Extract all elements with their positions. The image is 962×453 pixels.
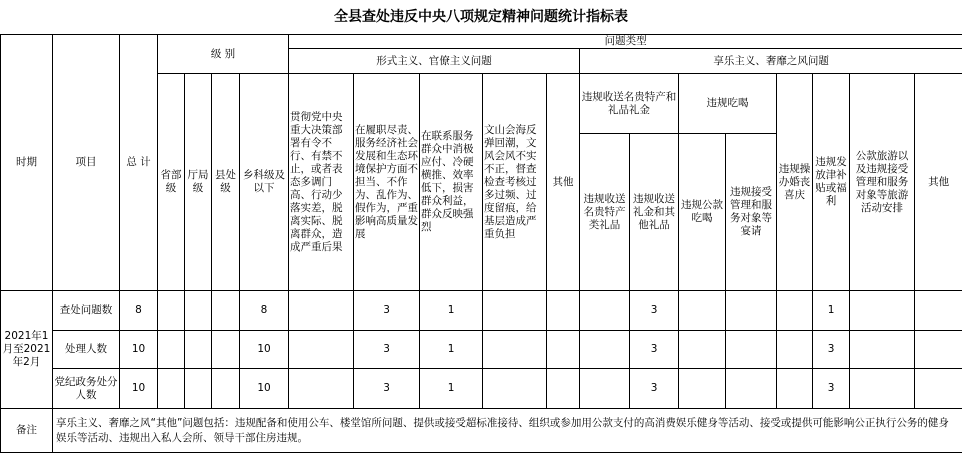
cell-level-township: 10 [240, 369, 289, 409]
cell-formalism-2: 3 [354, 369, 420, 409]
row-label: 处理人数 [53, 331, 120, 369]
cell-formalism-4 [483, 369, 547, 409]
header-level: 级 别 [158, 35, 289, 74]
cell-level-county [212, 291, 240, 331]
cell-level-county [212, 331, 240, 369]
header-problem-type: 问题类型 [289, 35, 962, 49]
header-level-township: 乡科级及以下 [240, 74, 289, 291]
header-total: 总 计 [120, 35, 158, 291]
header-formalism-2: 在履职尽责、服务经济社会发展和生态环境保护方面不担当、不作为、乱作为、假作为，严重影响高质量发展 [354, 74, 420, 291]
cell-gift-cash: 3 [630, 291, 679, 331]
header-gift-cash: 违规收送礼金和其他礼品 [630, 134, 679, 291]
header-period: 时期 [1, 35, 53, 291]
cell-gift-specialty [580, 369, 630, 409]
cell-wedding [777, 369, 813, 409]
cell-subsidy: 1 [813, 291, 850, 331]
cell-total: 10 [120, 331, 158, 369]
cell-gift-specialty [580, 291, 630, 331]
cell-formalism-1 [289, 291, 354, 331]
cell-dining-banquet [726, 331, 777, 369]
cell-travel [850, 291, 915, 331]
statistics-table [0, 34, 962, 453]
cell-level-province [158, 291, 185, 331]
cell-hedonism-other [915, 291, 962, 331]
header-gift-group: 违规收送名贵特产和礼品礼金 [580, 74, 679, 134]
cell-hedonism-other [915, 369, 962, 409]
cell-wedding [777, 331, 813, 369]
header-formalism-4: 文山会海反弹回潮，文风会风不实不正，督查检查考核过多过频、过度留痕，给基层造成严重负担 [483, 74, 547, 291]
table-row [1, 331, 962, 369]
header-formalism-other: 其他 [547, 74, 580, 291]
cell-level-county [212, 369, 240, 409]
cell-gift-cash: 3 [630, 369, 679, 409]
cell-formalism-other [547, 369, 580, 409]
row-label: 查处问题数 [53, 291, 120, 331]
cell-formalism-2: 3 [354, 331, 420, 369]
header-subsidy: 违规发放津补贴或福利 [813, 74, 850, 291]
cell-travel [850, 369, 915, 409]
table-row [1, 369, 962, 409]
cell-subsidy: 3 [813, 369, 850, 409]
cell-travel [850, 331, 915, 369]
cell-dining-banquet [726, 369, 777, 409]
cell-formalism-1 [289, 369, 354, 409]
header-level-county: 县处级 [212, 74, 240, 291]
cell-level-township: 8 [240, 291, 289, 331]
header-formalism-group: 形式主义、官僚主义问题 [289, 49, 580, 74]
header-dining-public-funds: 违规公款吃喝 [679, 134, 726, 291]
row-label: 党纪政务处分人数 [53, 369, 120, 409]
remark-label: 备注 [1, 409, 53, 453]
cell-gift-cash: 3 [630, 331, 679, 369]
cell-total: 8 [120, 291, 158, 331]
cell-wedding [777, 291, 813, 331]
cell-formalism-1 [289, 331, 354, 369]
header-wedding: 违规操办婚丧喜庆 [777, 74, 813, 291]
cell-dining-public-funds [679, 291, 726, 331]
header-formalism-1: 贯彻党中央重大决策部署有令不行、有禁不止，或者表态多调门高、行动少落实差，脱离实际、脱离群众，造成严重后果 [289, 74, 354, 291]
cell-formalism-4 [483, 291, 547, 331]
header-hedonism-group: 享乐主义、奢靡之风问题 [580, 49, 962, 74]
cell-formalism-3: 1 [420, 331, 483, 369]
header-formalism-3: 在联系服务群众中消极应付、冷硬横推、效率低下，损害群众利益，群众反映强烈 [420, 74, 483, 291]
remark-text: 享乐主义、奢靡之风“其他”问题包括：违规配备和使用公车、楼堂馆所问题、提供或接受超标准接待、组织或参加用公款支付的高消费娱乐健身等活动、接受或提供可能影响公正执行公务的健身娱乐等活动、违规出入私人会所、领导干部住房违规。 [53, 409, 962, 453]
table-row [1, 291, 962, 331]
header-level-province: 省部级 [158, 74, 185, 291]
period-cell: 2021年1月至2021年2月 [1, 291, 53, 409]
cell-dining-public-funds [679, 331, 726, 369]
header-hedonism-other: 其他 [915, 74, 962, 291]
cell-formalism-4 [483, 331, 547, 369]
header-level-prefecture: 厅局级 [185, 74, 212, 291]
cell-formalism-other [547, 331, 580, 369]
cell-total: 10 [120, 369, 158, 409]
cell-dining-public-funds [679, 369, 726, 409]
header-item: 项目 [53, 35, 120, 291]
cell-formalism-other [547, 291, 580, 331]
cell-level-prefecture [185, 369, 212, 409]
header-travel: 公款旅游以及违规接受管理和服务对象等旅游活动安排 [850, 74, 915, 291]
cell-formalism-3: 1 [420, 369, 483, 409]
cell-subsidy: 3 [813, 331, 850, 369]
cell-level-province [158, 369, 185, 409]
cell-hedonism-other [915, 331, 962, 369]
header-dining-group: 违规吃喝 [679, 74, 777, 134]
cell-formalism-2: 3 [354, 291, 420, 331]
cell-level-township: 10 [240, 331, 289, 369]
cell-level-province [158, 331, 185, 369]
header-dining-banquet: 违规接受管理和服务对象等宴请 [726, 134, 777, 291]
cell-level-prefecture [185, 291, 212, 331]
header-gift-specialty: 违规收送名贵特产类礼品 [580, 134, 630, 291]
cell-dining-banquet [726, 291, 777, 331]
cell-gift-specialty [580, 331, 630, 369]
cell-level-prefecture [185, 331, 212, 369]
page-title: 全县查处违反中央八项规定精神问题统计指标表 [0, 0, 962, 34]
cell-formalism-3: 1 [420, 291, 483, 331]
